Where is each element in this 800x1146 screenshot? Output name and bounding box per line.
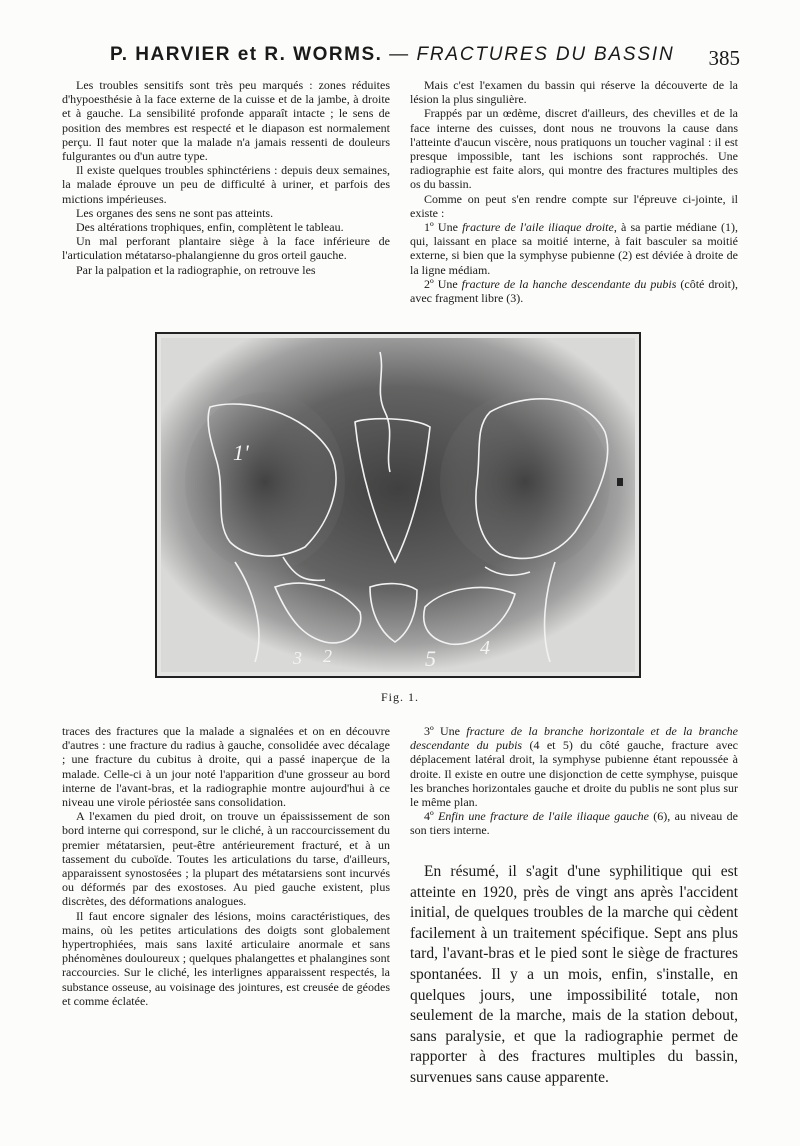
pelvis-radiograph [155,332,641,678]
header-subject: FRACTURES DU BASSIN [416,44,675,65]
paragraph: Par la palpation et la radiographie, on retrouve les [76,262,316,277]
paragraph [410,220,738,277]
right-iliac-shadow [440,392,610,572]
figure-label-1prime: 1' [233,440,249,465]
header-dash: — [389,44,410,65]
italic-run: fracture de la hanche descendante du pubis [461,276,677,291]
figure-label-3: 3 [293,648,302,668]
figure-label-5: 5 [425,646,436,671]
paragraph: Les troubles sensitifs sont très peu marqués : zones réduites d'hypoesthésie à la face externe de la cuisse et de la jambe, à droite et à gauche. La sensibilité profonde apparaît intacte ; le sens de position des membres est respecté et le diapason est normalement perçu. Il faut noter que la malade n'a jamais ressenti de douleurs fulgurantes ou d'un autre type. [62,78,390,164]
right-column-top [410,78,738,305]
running-header [110,40,740,74]
text-run: , à sa partie médiane (1), qui, laissant en place sa moitié interne, à fait basculer sa moitié externe, si bien que la symphyse pubienne (2) est déviée à droite de la ligne médiam. [410,220,739,277]
paragraph [410,277,738,305]
running-title [110,44,674,66]
paragraph [410,724,738,809]
text-run: (6), au niveau de son tiers interne. [410,809,738,838]
text-run: (côté droit), avec fragment libre (3). [410,276,738,306]
summary-paragraph [410,862,738,1089]
right-column-bottom [410,724,738,838]
paragraph: Frappés par un œdème, discret d'ailleurs, des chevilles et de la face interne des cuisses, dont nous ne trouvons la cause dans l'atteinte d'aucun viscère, nous pratiquons un toucher vaginal : il est presque impossible, tant les ischions sont rapprochés. Une radiographie est faite alors, qui montre des fractures multiples des os du bassin. [410,106,738,192]
paragraph: Comme on peut s'en rendre compte sur l'épreuve ci-jointe, il existe : [410,191,738,220]
figure-caption: Fig. 1. [380,690,419,704]
paragraph: traces des fractures que la malade a signalées et on en découvre d'autres : une fracture du radius à gauche, consolidée avec décalage ; une fracture du cubitus à droite, qui a passé inaperçue de la malade. Celle-ci à un jour noté l'apparition d'une grosseur au bord interne de l'avant-bras, et la radiographie montre aujourd'hui à ce niveau une virole périostée sans consolidation. [62,724,390,810]
paragraph: Des altérations trophiques, enfin, complètent le tableau. [76,220,344,235]
paragraph: Les organes des sens ne sont pas atteints. [76,205,274,220]
paragraph: Il existe quelques troubles sphinctériens : depuis deux semaines, la malade éprouve un peu de difficulté à uriner, et parfois des mictions impérieuses. [62,163,390,206]
paragraph: Il faut encore signaler des lésions, moins caractéristiques, des mains, où les petites articulations des doigts sont globalement hypertrophiées, mais sans laxité articulaire anormale et sans phénomènes douloureux ; quelques phalangettes et phalangines sont raccourcies. Sur le cliché, les interlignes apparaissent respectés, la substance osseuse, au voisinage des jointures, est creusée de géodes et comme éclatée. [62,908,390,1008]
film-mark [617,478,623,486]
italic-run: Enfin une fracture de l'aile iliaque gauche [438,809,649,824]
left-column-top [62,78,390,277]
text-run: 4º [424,809,439,824]
text-run: 3º Une [424,724,467,738]
text-run: (4 et 5) du côté gauche, fracture avec déplacement latéral droit, la symphyse pubienne étant repoussée à droite. Il existe en outre une disjonction de cette symphyse, puisque les branches horizontales gauche et droite du publis ne sont plus sur le même plan. [410,738,738,810]
left-column-bottom [62,724,390,1008]
paragraph: Un mal perforant plantaire siège à la face inférieure de l'articulation métatarso-phalangienne du gros orteil gauche. [62,234,390,263]
text-run: 1º Une [424,220,463,235]
summary-text: En résumé, il s'agit d'une syphilitique qui est atteinte en 1920, près de vingt ans après l'accident initial, de quelques troubles de la marche qui cèdent facilement à un traitement spécifique. Sept ans plus tard, l'avant-bras et le pied sont le siège de fractures spontanées. Il y a un mois, enfin, s'installe, en quelques jours, une impossibilité totale, non seulement de la marche, mais de la station debout, sans paralysie, et que la radiographie permet de rapporter à des fractures multiples du bassin, survenues sans cause apparente. [410,863,738,1086]
page-number: 385 [708,46,740,70]
paragraph: Mais c'est l'examen du bassin qui réserve la découverte de la lésion la plus singulière. [410,78,738,107]
header-authors: P. HARVIER et R. WORMS. [110,44,383,65]
left-iliac-shadow [185,392,345,572]
radiograph-image [155,332,641,678]
italic-run: fracture de l'aile iliaque droite [462,220,614,235]
paragraph: A l'examen du pied droit, on trouve un épaississement de son bord interne qui correspond, sur le cliché, à un raccourcissement du premier métatarsien, peut-être antérieurement fracturé, et à un tassement du cuboïde. Toutes les articulations du tarse, d'ailleurs, apparaissent synostosées ; la plupart des métatarsiens sont incurvés ou déformés par des exostoses. Au pied gauche existent, plus discrètes, des déformations analogues. [62,809,390,909]
figure-label-4: 4 [480,637,490,659]
figure-label-2: 2 [323,646,332,666]
italic-run: fracture de la branche horizontale et de la branche descendante du pubis [410,724,739,753]
paragraph [410,809,738,837]
text-run: 2º Une [424,276,462,291]
